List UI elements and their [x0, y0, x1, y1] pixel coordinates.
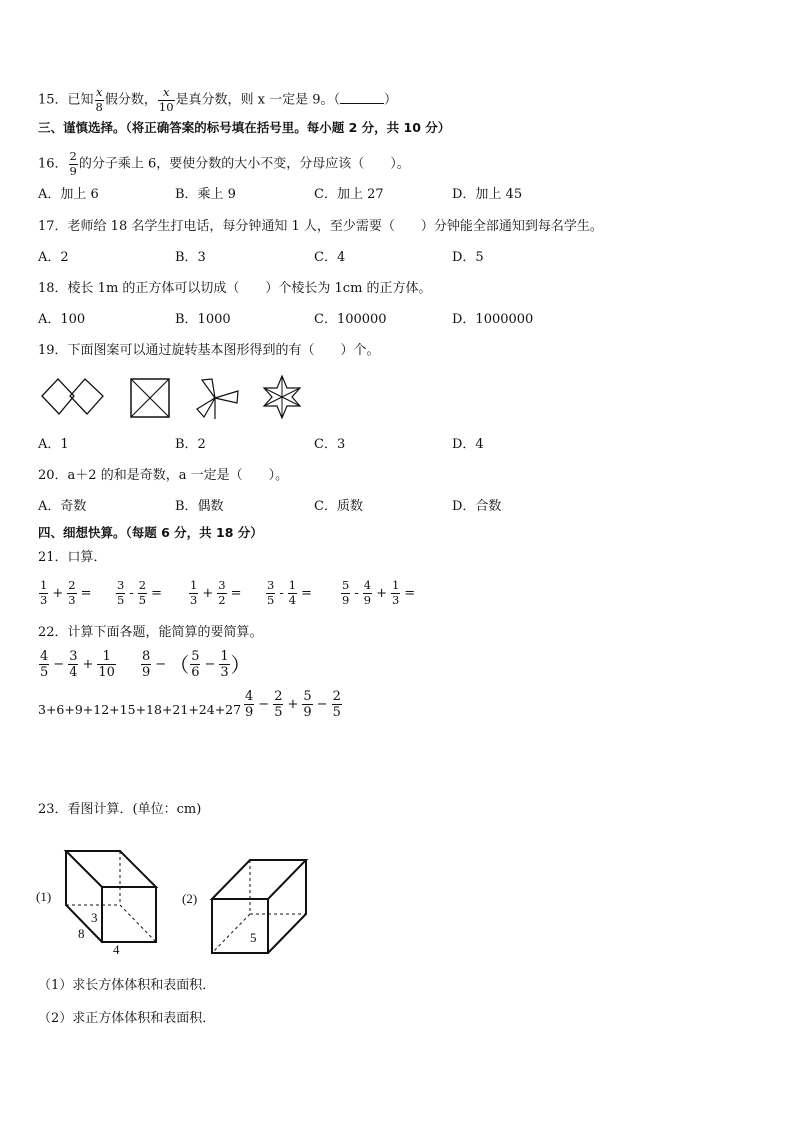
- operator: −: [53, 657, 65, 672]
- fraction: $\frac{5}{9}$: [342, 578, 350, 607]
- q18-option-a[interactable]: A．100: [38, 312, 86, 327]
- fraction: $\frac{2}{5}$: [274, 689, 283, 720]
- fraction: $\frac{3}{5}$: [267, 578, 275, 607]
- fraction: $\frac{3}{5}$: [117, 578, 125, 607]
- q16-option-d[interactable]: D．加上 45: [452, 187, 523, 202]
- q15: 15．已知 $\frac{x}{8}$ 假分数， $\frac{x}{10}$ 是真分数，则 x 一定是 9。（ ）: [38, 85, 398, 114]
- operator: =: [151, 585, 162, 601]
- dim-length-label: 4: [113, 942, 120, 957]
- fraction: $\frac{1}{10}$: [98, 649, 115, 680]
- q17-option-a[interactable]: A．2: [38, 250, 69, 265]
- operator: -: [129, 585, 134, 601]
- q21-title: 21．口算．: [38, 550, 107, 565]
- q22-expression-3: 3+6+9+12+15+18+21+24+27: [38, 702, 242, 717]
- fraction: $\frac{2}{5}$: [332, 689, 341, 720]
- q21-item: [115, 580, 165, 606]
- fraction: $\frac{8}{9}$: [142, 649, 151, 680]
- fraction: $\frac{4}{9}$: [245, 689, 254, 720]
- q23-title: 23．看图计算．(单位：cm): [38, 802, 202, 817]
- fraction: $\frac{2}{5}$: [138, 578, 147, 607]
- operator: +: [376, 585, 387, 601]
- fraction: $\frac{3}{4}$: [69, 649, 78, 680]
- operator: +: [82, 657, 94, 672]
- q22-expression-4: [243, 690, 343, 719]
- operator: +: [202, 585, 214, 601]
- q21-item: [38, 580, 94, 606]
- operator: =: [80, 585, 92, 601]
- q17: 17．老师给 18 名学生打电话，每分钟通知 1 人，至少需要（ ）分钟能全部通知到每名学生。: [38, 219, 603, 234]
- q19-option-b[interactable]: B．2: [175, 437, 206, 452]
- fraction: $\frac{1}{3}$: [220, 649, 229, 680]
- fraction-x-over-8: $\frac{x}{8}$: [95, 85, 103, 114]
- q21-item: [188, 580, 244, 606]
- q19: 19．下面图案可以通过旋转基本图形得到的有（ ）个。: [38, 343, 380, 358]
- q23-sub-2: （2）求正方体体积和表面积．: [38, 1011, 216, 1026]
- left-paren: （: [169, 652, 190, 677]
- fraction-x-over-10: $\frac{x}{10}$: [158, 85, 174, 114]
- operator: =: [301, 585, 312, 601]
- fig1-label: (1): [36, 889, 52, 904]
- q17-option-d[interactable]: D．5: [452, 250, 484, 265]
- q16: 16． $\frac{2}{9}$ 的分子乘上 6，要使分数的大小不变，分母应该（ ）。: [38, 149, 410, 178]
- fig2-label: (2): [182, 891, 198, 906]
- q19-option-c[interactable]: C．3: [314, 437, 346, 452]
- fraction: $\frac{2}{3}$: [68, 578, 76, 607]
- q20: 20．a＋2 的和是奇数，a 一定是（ ）。: [38, 468, 289, 483]
- q22-title: 22．计算下面各题，能简算的要简算。: [38, 625, 263, 640]
- operator: =: [230, 585, 242, 601]
- fraction-2-9: $\frac{2}{9}$: [69, 149, 77, 178]
- cube-figure: [182, 855, 312, 957]
- dim-edge-label: 5: [250, 930, 257, 945]
- operator: −: [204, 657, 216, 672]
- section-4-header: 四、细想快算。（每题 6 分，共 18 分）: [38, 525, 263, 540]
- operator: −: [316, 697, 328, 712]
- q19-option-d[interactable]: D．4: [452, 437, 484, 452]
- q20-option-d[interactable]: D．合数: [452, 499, 502, 514]
- operator: -: [279, 585, 284, 601]
- operator: +: [52, 585, 64, 601]
- dim-height-label: 3: [91, 910, 98, 925]
- dim-width-label: 8: [78, 926, 85, 941]
- fraction: $\frac{1}{3}$: [190, 578, 198, 607]
- fraction: $\frac{5}{6}$: [191, 649, 200, 680]
- q18: 18．棱长 1m 的正方体可以切成（ ）个棱长为 1cm 的正方体。: [38, 281, 432, 296]
- q22-expression-1: [38, 650, 117, 679]
- q21-item: [265, 580, 315, 606]
- pattern-1-figure: [40, 376, 106, 418]
- q20-option-a[interactable]: A．奇数: [38, 499, 87, 514]
- operator: −: [258, 697, 270, 712]
- pattern-3-figure: [194, 377, 242, 421]
- answer-blank[interactable]: [340, 91, 384, 104]
- operator: +: [287, 697, 299, 712]
- q18-option-d[interactable]: D．1000000: [452, 312, 534, 327]
- pattern-2-figure: [129, 377, 171, 419]
- operator: -: [354, 585, 359, 601]
- q18-option-c[interactable]: C．100000: [314, 312, 387, 327]
- q19-option-a[interactable]: A．1: [38, 437, 69, 452]
- q18-option-b[interactable]: B．1000: [175, 312, 231, 327]
- fraction: $\frac{1}{3}$: [40, 578, 48, 607]
- section-3-header: 三、谨慎选择。（将正确答案的标号填在括号里。每小题 2 分，共 10 分）: [38, 120, 451, 135]
- operator: =: [404, 585, 416, 601]
- fraction: $\frac{1}{3}$: [391, 578, 400, 607]
- pattern-4-figure: [259, 374, 305, 420]
- q16-option-c[interactable]: C．加上 27: [314, 187, 384, 202]
- q16-option-a[interactable]: A．加上 6: [38, 187, 99, 202]
- q22-expression-2: [140, 650, 251, 679]
- q16-option-b[interactable]: B．乘上 9: [175, 187, 236, 202]
- q20-option-b[interactable]: B．偶数: [175, 499, 224, 514]
- fraction: $\frac{1}{4}$: [288, 578, 297, 607]
- fraction: $\frac{4}{5}$: [40, 649, 49, 680]
- q20-option-c[interactable]: C．质数: [314, 499, 363, 514]
- q17-option-c[interactable]: C．4: [314, 250, 346, 265]
- q21-item: [340, 580, 418, 606]
- q23-sub-1: （1）求长方体体积和表面积．: [38, 978, 216, 993]
- fraction: $\frac{3}{2}$: [218, 578, 226, 607]
- operator: −: [155, 657, 167, 672]
- cuboid-figure: [36, 845, 162, 957]
- fraction: $\frac{5}{9}$: [303, 689, 312, 720]
- right-paren: ）: [230, 652, 251, 677]
- fraction: $\frac{4}{9}$: [363, 578, 372, 607]
- q17-option-b[interactable]: B．3: [175, 250, 206, 265]
